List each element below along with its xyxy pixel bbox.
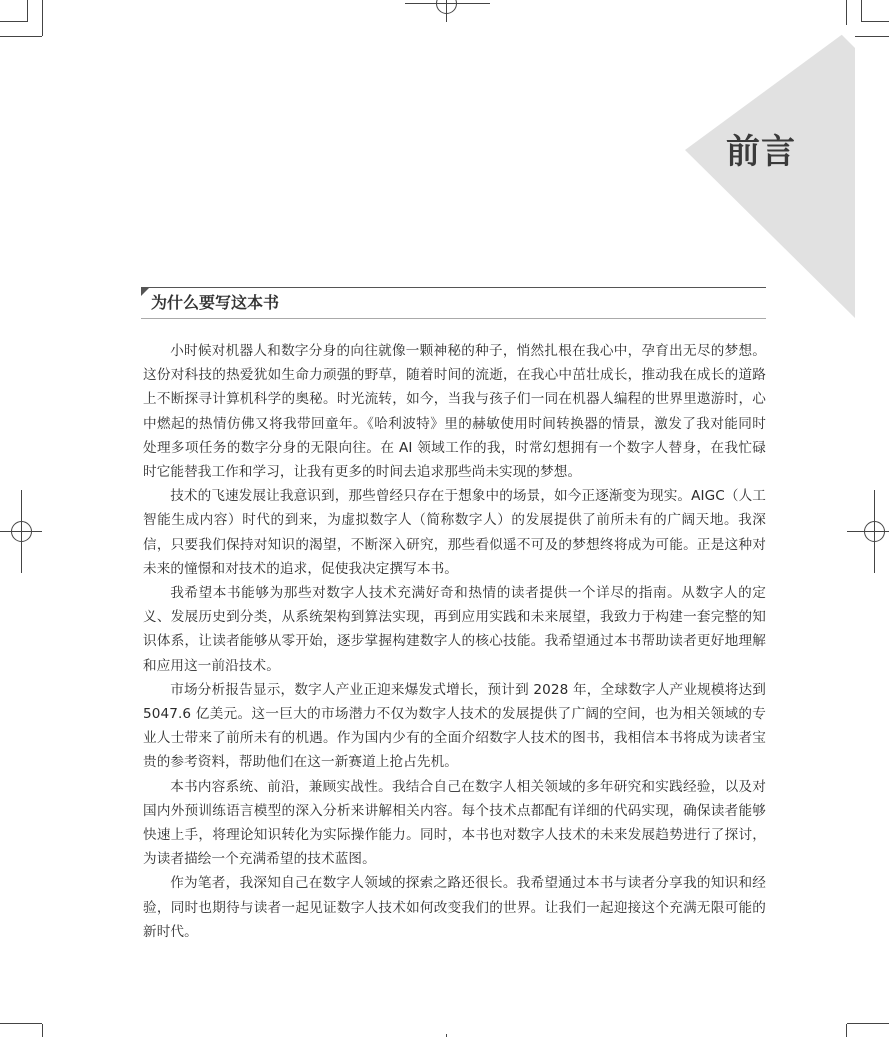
section-heading <box>141 285 766 319</box>
paragraph: 我希望本书能够为那些对数字人技术充满好奇和热情的读者提供一个详尽的指南。从数字人的定义、发展历史到分类，从系统架构到算法实现，再到应用实践和未来展望，我致力于构建一套完整的知识体系，让读者能够从零开始，逐步掌握构建数字人的核心技能。我希望通过本书帮助读者更好地理解和应用这一前沿技术。 <box>143 585 766 674</box>
section-heading-top-rule <box>141 287 766 288</box>
section-heading-bottom-rule <box>141 318 766 319</box>
paragraph: 市场分析报告显示，数字人产业正迎来爆发式增长，预计到 2028 年，全球数字人产业规模将达到 5047.6 亿美元。这一巨大的市场潜力不仅为数字人技术的发展提供了广阔的空间，也为相关领域的专业人士带来了前所未有的机遇。作为国内少有的全面介绍数字人技术的图书，我相信本书将成为读者宝贵的参考资料，帮助他们在这一新赛道上抢占先机。 <box>143 681 766 771</box>
paragraph: 小时候对机器人和数字分身的向往就像一颗神秘的种子，悄然扎根在我心中，孕育出无尽的梦想。这份对科技的热爱犹如生命力顽强的野草，随着时间的流逝，在我心中茁壮成长，推动我在成长的道路上不断探寻计算机科学的奥秘。时光流转，如今，当我与孩子们一同在机器人编程的世界里遨游时，心中燃起的热情仿佛又将我带回童年。《哈利波特》里的赫敏使用时间转换器的情景，激发了我对能同时处理多项任务的数字分身的无限向往。在 AI 领域工作的我，时常幻想拥有一个数字人替身，在我忙碌时它能替我工作和学习，让我有更多的时间去追求那些尚未实现的梦想。 <box>143 343 766 481</box>
section-heading-text: 为什么要写这本书 <box>151 293 280 312</box>
section-heading-corner-mark <box>141 287 150 296</box>
paragraph: 作为笔者，我深知自己在数字人领域的探索之路还很长。我希望通过本书与读者分享我的知识和经验，同时也期待与读者一起见证数字人技术如何改变我们的世界。让我们一起迎接这个充满无限可能的新时代。 <box>143 875 766 940</box>
paragraph: 本书内容系统、前沿，兼顾实战性。我结合自己在数字人相关领域的多年研究和实践经验，以及对国内外预训练语言模型的深入分析来讲解相关内容。每个技术点都配有详细的代码实现，确保读者能够快速上手，将理论知识转化为实际操作能力。同时，本书也对数字人技术的未来发展趋势进行了探讨，为读者描绘一个充满希望的技术蓝图。 <box>143 778 766 868</box>
body-text <box>143 339 766 944</box>
chapter-title: 前言 <box>726 132 796 172</box>
paragraph: 技术的飞速发展让我意识到，那些曾经只存在于想象中的场景，如今正逐渐变为现实。AIGC（人工智能生成内容）时代的到来，为虚拟数字人（简称数字人）的发展提供了前所未有的广阔天地。我深信，只要我们保持对知识的渴望，不断深入研究，那些看似遥不可及的梦想终将成为可能。正是这种对未来的憧憬和对技术的追求，促使我决定撰写本书。 <box>143 488 766 577</box>
